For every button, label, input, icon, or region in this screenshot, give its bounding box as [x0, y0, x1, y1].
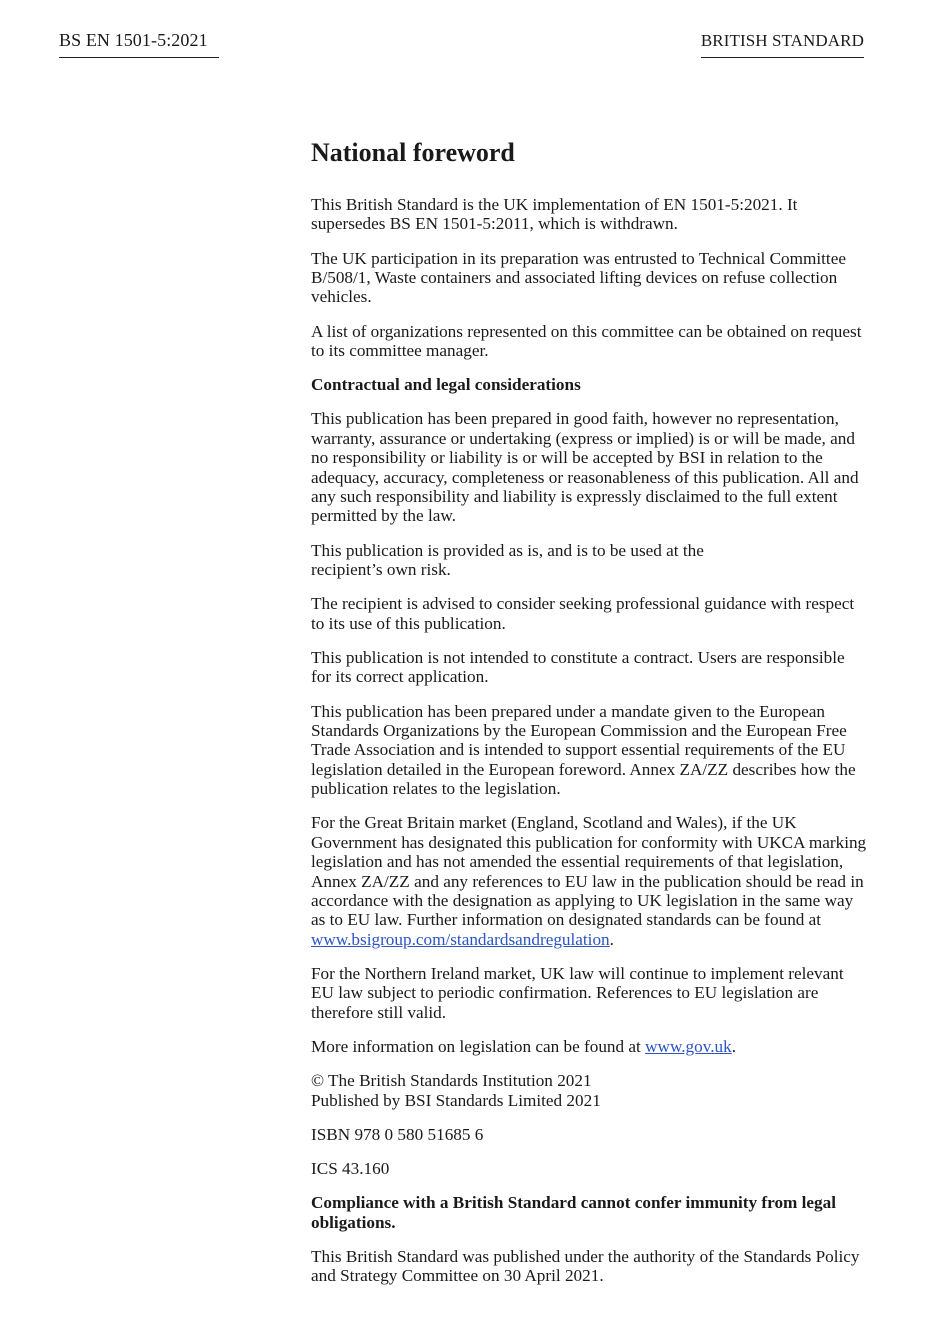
document-number: BS EN 1501-5:2021	[59, 30, 219, 58]
section-heading-contractual: Contractual and legal considerations	[311, 375, 581, 395]
ics-code: ICS 43.160	[311, 1159, 390, 1178]
national-foreword-section	[311, 138, 867, 1300]
own-risk-line-2: recipient’s own risk.	[311, 560, 451, 580]
great-britain-text: For the Great Britain market (England, Scotland and Wales), if the UK Government has designated this publication for conformity with UKCA marking legislation and has not amended the essential requirements of that legislation, Annex ZA/ZZ and any references to EU law in the publication should be read in accordance with the designation as applying to UK legislation in the same way as to EU law. Further information on designated standards can be found at	[311, 813, 867, 930]
more-info-text: More information on legislation can be found at	[311, 1036, 641, 1056]
paragraph-organizations: A list of organizations represented on this committee can be obtained on request to its committee manager.	[311, 321, 862, 361]
paragraph-good-faith: This publication has been prepared in good faith, however no representation, warranty, assurance or undertaking (express or implied) is or will be made, and no responsibility or liability is or will be accepted by BSI in relation to the adequacy, accuracy, completeness or reasonableness of this publication. All and any such responsibility and liability is expressly disclaimed to the full extent permitted by the law.	[311, 409, 859, 526]
paragraph-own-risk	[311, 541, 867, 580]
authority-statement: This British Standard was published under the authority of the Standards Policy and Strategy Committee on 30 April 2021.	[311, 1246, 860, 1286]
isbn: ISBN 978 0 580 51685 6	[311, 1124, 484, 1144]
publisher-line: Published by BSI Standards Limited 2021	[311, 1090, 601, 1110]
paragraph-committee: The UK participation in its preparation was entrusted to Technical Committee B/508/1, Waste containers and associated lifting devices on refuse collection vehicles.	[311, 248, 846, 307]
paragraph-implementation: This British Standard is the UK implementation of EN 1501-5:2021. It supersedes BS EN 1501-5:2011, which is withdrawn.	[311, 195, 798, 234]
standard-label: BRITISH STANDARD	[701, 31, 864, 58]
paragraph-mandate: This publication has been prepared under a mandate given to the European Standards Organizations by the European Commission and the European Free Trade Association and is intended to support essential requirements of the EU legislation detailed in the European foreword. Annex ZA/ZZ describes how the publication relates to the legislation.	[311, 701, 856, 799]
own-risk-line-1: This publication is provided as is, and is to be used at the	[311, 540, 704, 560]
paragraph-great-britain	[311, 813, 867, 949]
bsigroup-link[interactable]: www.bsigroup.com/standardsandregulation	[311, 929, 610, 949]
compliance-notice: Compliance with a British Standard cannot confer immunity from legal obligations.	[311, 1193, 837, 1232]
paragraph-more-info	[311, 1037, 867, 1056]
copyright-block	[311, 1071, 867, 1110]
paragraph-guidance: The recipient is advised to consider seeking professional guidance with respect to its use of this publication.	[311, 594, 855, 633]
paragraph-contract: This publication is not intended to constitute a contract. Users are responsible for its correct application.	[311, 647, 845, 687]
copyright-line: © The British Standards Institution 2021	[311, 1071, 592, 1091]
more-info-end: .	[731, 1036, 736, 1056]
paragraph-northern-ireland: For the Northern Ireland market, UK law will continue to implement relevant EU law subject to periodic confirmation. References to EU legislation are therefore still valid.	[311, 963, 844, 1022]
great-britain-end: .	[609, 929, 614, 949]
gov-uk-link[interactable]: www.gov.uk	[645, 1036, 732, 1056]
page-title: National foreword	[311, 138, 515, 167]
